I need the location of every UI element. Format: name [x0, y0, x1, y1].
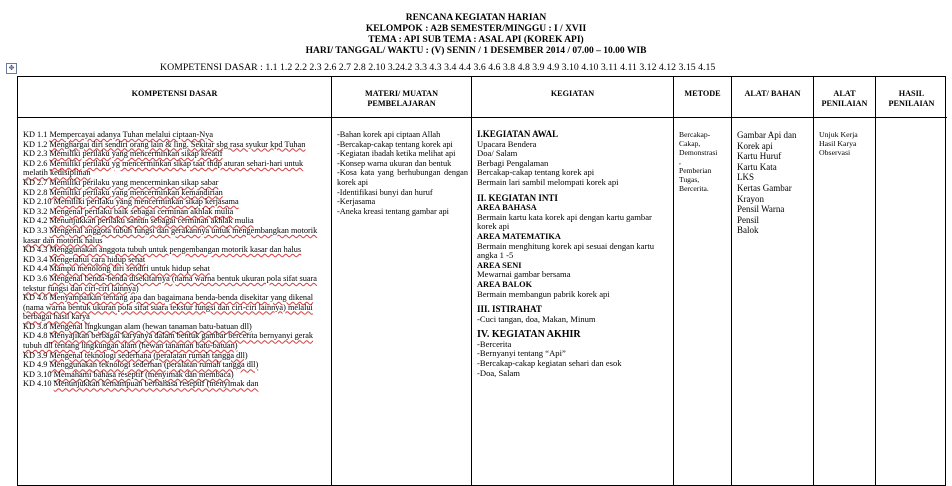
col-kompetensi-dasar: [18, 77, 332, 485]
kd-item: KD 4.10 Menunjukkan kemampuan berbahasa reseptif (menyimak dan: [23, 379, 259, 389]
kd-item: KD 3.6 Mengenal benda-benda disekitarnya (nama warna bentuk ukuran pola sifat suara tekstur fungsi dan ciri-ciri lainnya): [23, 273, 317, 293]
kd-item: KD 2.8 Memiliki perilaku yang mencerminkan kemandirian: [23, 187, 223, 197]
alat-list: [732, 118, 813, 485]
col-metode: [674, 77, 732, 485]
alat-item: Balok: [737, 225, 759, 236]
col-alat-penilaian: [814, 77, 876, 485]
kd-item: KD 2.6 Memiliki perilaku yg mencerminkan sikap taat thdp aturan sehari-hari untuk melatih kedisiplinan: [23, 158, 304, 178]
alat-item: Pensil Warna: [737, 204, 785, 215]
kd-item: KD 2.3 Memiliki perilaku yang mencerminkan sikap kreatif: [23, 149, 223, 159]
kegiatan-inti-title: II. KEGIATAN INTI: [477, 192, 558, 203]
th-kompetensi-dasar: KOMPETENSI DASAR: [18, 77, 331, 118]
area-balok-title: AREA BALOK: [477, 279, 533, 289]
col-kegiatan: [472, 77, 674, 485]
doc-title: RENCANA KEGIATAN HARIAN: [405, 13, 547, 23]
materi-item: -Kerjasama: [337, 197, 376, 207]
area-bahasa-item: Bermain kartu kata korek api dengan kartu gambar korek api: [477, 211, 652, 232]
kd-item: KD 2.10 Memiliki perilaku yang mencerminkan sikap kerjasama: [23, 197, 239, 207]
hasil-list: [876, 118, 947, 485]
kd-item: KD 4.8 Menyajikan berbagai karyanya dalam bentuk gambar bercerita bernyanyi gerak tubuh dll tentang lingkungan alam (hewan tanaman batu-batuan): [23, 331, 314, 351]
alat-item: Gambar Api dan Korek api: [737, 130, 797, 151]
kegiatan-akhir-item: -Bercakap-cakap kegiatan sehari dan esok: [477, 358, 622, 369]
metode-item: Pemberian Tugas,: [679, 166, 712, 184]
materi-item: -Kosa kata yang berhubungan dengan korek api: [337, 168, 468, 187]
metode-item: Bercerita.: [679, 184, 709, 193]
alat-item: Krayon: [737, 193, 764, 204]
materi-item: -Konsep warna ukuran dan bentuk: [337, 158, 452, 168]
col-alat-bahan: [732, 77, 814, 485]
kegiatan-awal-item: Doa/ Salam: [477, 148, 518, 159]
table-move-handle-icon[interactable]: ✥: [6, 63, 17, 74]
area-balok-item: Bermain membangun pabrik korek api: [477, 288, 610, 299]
document-header: [0, 0, 952, 57]
kd-item: KD 4.2 Menunjukkan perilaku santun sebagai cerminan akhlak mulia: [23, 216, 254, 226]
area-bahasa-title: AREA BAHASA: [477, 203, 537, 213]
area-seni-title: AREA SENI: [477, 260, 522, 270]
penilaian-item: Observasi: [819, 148, 851, 158]
th-kegiatan: KEGIATAN: [472, 77, 673, 118]
istirahat-item: -Cuci tangan, doa, Makan, Minum: [477, 313, 596, 324]
kd-item: KD 3.2 Mengenal perilaku baik sebagai cerminan akhlak mulia: [23, 206, 234, 216]
kegiatan-akhir-item: -Doa, Salam: [477, 367, 520, 378]
metode-item: Bercakap-Cakap,: [679, 130, 711, 148]
alat-item: Kertas Gambar: [737, 182, 792, 193]
penilaian-list: [814, 118, 875, 485]
col-materi: [332, 77, 472, 485]
materi-item: -Identifikasi bunyi dan huruf: [337, 187, 433, 197]
kegiatan-awal-item: Bercakap-cakap tentang korek api: [477, 167, 595, 178]
kd-item: KD 3.4 Mengetahui cara hidup sehat: [23, 254, 146, 264]
th-materi: MATERI/ MUATAN PEMBELAJARAN: [332, 77, 471, 118]
kelompok-line: KELOMPOK : A2B SEMESTER/MINGGU : I / XVII: [365, 24, 587, 34]
penilaian-item: Unjuk Kerja: [819, 130, 858, 139]
area-matematika-title: AREA MATEMATIKA: [477, 231, 561, 241]
kd-item: KD 3.8 Mengenal lingkungan alam (hewan tanaman batu-batuan dll): [23, 321, 252, 331]
kegiatan-akhir-title: IV. KEGIATAN AKHIR: [477, 329, 581, 341]
kegiatan-awal-title: I.KEGIATAN AWAL: [477, 129, 559, 139]
kd-list: [18, 118, 331, 485]
kd-item: KD 4.4 Mampu menolong diri sendiri untuk hidup sehat: [23, 264, 210, 274]
kd-item: KD 4.9 Menggunakan teknologi sederhan (peralatan rumah tangga dll): [23, 360, 259, 370]
kd-item: KD 3.3 Mengenal anggota tubuh fungsi dan gerakannya untuk mengembangkan motorik kasar dan motorik halus: [23, 225, 318, 245]
kegiatan-list: [472, 118, 673, 485]
area-seni-item: Mewarnai gambar bersama: [477, 269, 571, 280]
kd-item: KD 1.2 Menghargai diri sendiri orang lain & ling. Sekitar sbg rasa syukur kpd Tuhan: [23, 139, 306, 149]
th-alat-bahan: ALAT/ BAHAN: [732, 77, 813, 118]
materi-item: -Kegiatan ibadah ketika melihat api: [337, 149, 456, 159]
kd-item: KD 4.6 Menyampaikan tentang apa dan bagaimana benda-benda disekitar yang dikenal (nama warna bentuk ukuran pola sifat suara tekstur fungsi dan ciri-ciri lainnya) melalui berbagai hasil karya: [23, 293, 314, 322]
kd-item: KD 2.7 Memiliki perilaku yang mencerminkan sikap sabar: [23, 177, 219, 187]
kegiatan-awal-item: Upacara Bendera: [477, 138, 537, 149]
alat-item: Pensil: [737, 214, 760, 225]
rkh-table: [17, 76, 946, 486]
alat-item: LKS: [737, 172, 755, 183]
materi-item: -Aneka kreasi tentang gambar api: [337, 206, 449, 216]
kd-item: KD 3.9 Mengenal teknologi sederhana (peralatan rumah tangga dll): [23, 350, 248, 360]
hari-line: HARI/ TANGGAL/ WAKTU : (V) SENIN / 1 DESEMBER 2014 / 07.00 – 10.00 WIB: [305, 46, 647, 56]
penilaian-item: Hasil Karya: [819, 139, 857, 149]
kd-item: KD 3.10 Memahami bahasa reseptif (menyimak dan membaca): [23, 369, 234, 379]
kd-item: KD 4.3 Menggunakan anggota tubuh untuk pengembangan motorik kasar dan halus: [23, 245, 302, 255]
kompetensi-dasar-line: KOMPETENSI DASAR : 1.1 1.2 2.2 2.3 2.6 2.7 2.8 2.10 3.24.2 3.3 4.3 3.4 4.4 3.6 4.6 3.8 4.8 3.9 4.9 3.10 4.10 3.11 4.11 3.12 4.12 3.15 4.15: [160, 62, 716, 73]
materi-item: -Bahan korek api ciptaan Allah: [337, 130, 441, 139]
th-metode: METODE: [674, 77, 731, 118]
materi-list: [332, 118, 471, 485]
tema-line: TEMA : API SUB TEMA : ASAL API (KOREK API): [368, 35, 584, 45]
kegiatan-awal-item: Bermain lari sambil melompati korek api: [477, 176, 619, 187]
metode-item: Demonstrasi: [679, 148, 718, 157]
alat-item: Kartu Huruf: [737, 151, 782, 162]
alat-item: Kartu Kata: [737, 161, 777, 172]
metode-item: ,: [679, 157, 681, 166]
materi-item: -Bercakap-cakap tentang korek api: [337, 139, 453, 149]
kegiatan-awal-item: Berbagi Pengalaman: [477, 157, 549, 168]
th-alat-penilaian: ALAT PENILAIAN: [814, 77, 875, 118]
kegiatan-akhir-item: -Bercerita: [477, 338, 512, 349]
istirahat-title: III. ISTIRAHAT: [477, 304, 542, 315]
col-hasil-penilaian: [876, 77, 947, 485]
area-matematika-item: Bermain menghitung korek api sesuai dengan kartu angka 1 -5: [477, 240, 655, 261]
kd-item: KD 1.1 Mempercayai adanya Tuhan melalui ciptaan-Nya: [23, 130, 214, 139]
kegiatan-akhir-item: -Bernyanyi tentang “Api”: [477, 348, 566, 359]
th-hasil-penilaian: HASIL PENILAIAN: [876, 77, 947, 118]
metode-list: [674, 118, 731, 485]
